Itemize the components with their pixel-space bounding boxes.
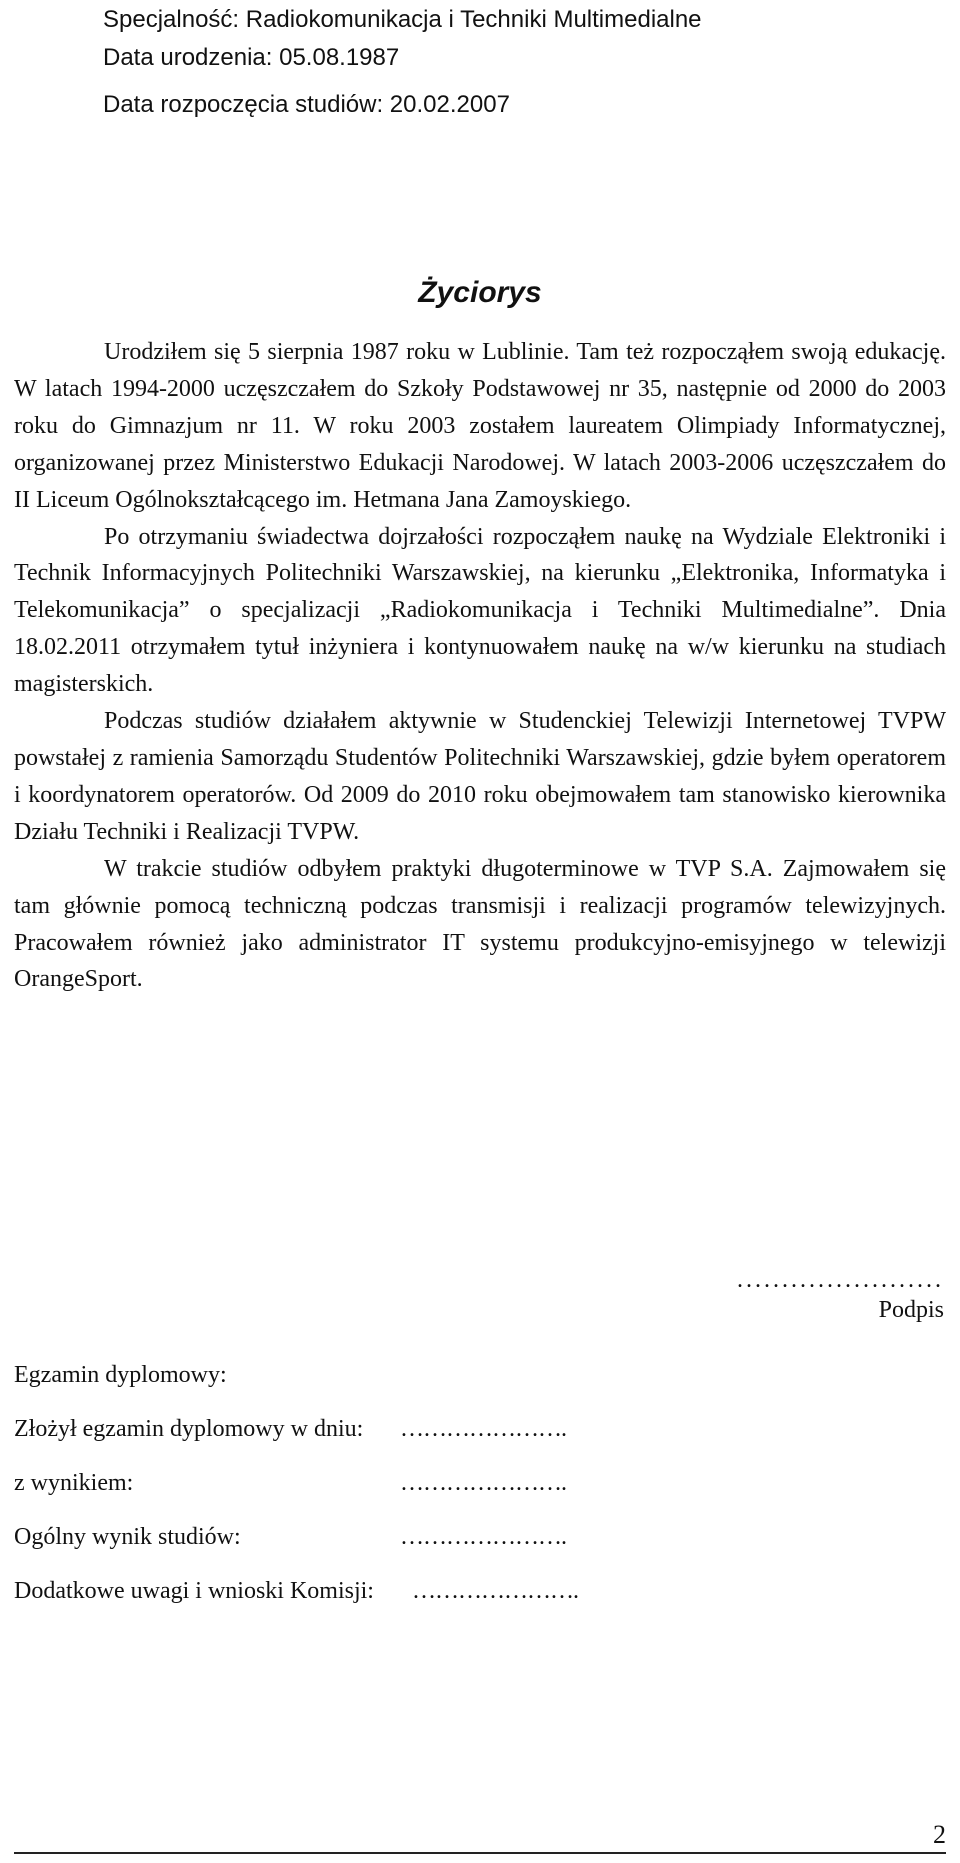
exam-date-label: Złożył egzamin dyplomowy w dniu: xyxy=(14,1416,364,1442)
exam-section xyxy=(14,1357,578,1627)
exam-result-blank: …………………. xyxy=(400,1470,566,1496)
paragraph-education: Urodziłem się 5 sierpnia 1987 roku w Lublinie. Tam też rozpocząłem swoją edukację. W latach 1994-2000 uczęszczałem do Szkoły Podstawowej nr 35, następnie od 2000 do 2003 roku do Gimnazjum nr 11. W roku 2003 zostałem laureatem Olimpiady Informatycznej, organizowanej przez Ministerstwo Edukacji Narodowej. W latach 2003-2006 uczęszczałem do II Liceum Ogólnokształcącego im. Hetmana Jana Zamoyskiego. xyxy=(14,339,946,513)
exam-result-label: z wynikiem: xyxy=(14,1470,134,1496)
cv-body xyxy=(14,334,946,998)
study-start-line: Data rozpoczęcia studiów: 20.02.2007 xyxy=(103,91,510,118)
document-title: Życiorys xyxy=(418,276,542,309)
overall-result-label: Ogólny wynik studiów: xyxy=(14,1524,241,1550)
page-number: 2 xyxy=(933,1820,946,1849)
remarks-label: Dodatkowe uwagi i wnioski Komisji: xyxy=(14,1578,374,1604)
exam-heading: Egzamin dyplomowy: xyxy=(14,1362,227,1388)
exam-row-result xyxy=(14,1465,566,1519)
overall-result-blank: …………………. xyxy=(400,1524,566,1550)
signature-label: Podpis xyxy=(878,1297,944,1323)
birth-date-line: Data urodzenia: 05.08.1987 xyxy=(103,44,400,71)
paragraph-internship: W trakcie studiów odbyłem praktyki długoterminowe w TVP S.A. Zajmowałem się tam głównie pomocą techniczną podczas transmisji i realizacji programów telewizyjnych. Pracowałem również jako administrator IT systemu produkcyjno-emisyjnego w telewizji OrangeSport. xyxy=(14,855,946,993)
paragraph-tvpw: Podczas studiów działałem aktywnie w Studenckiej Telewizji Internetowej TVPW powstałej z ramienia Samorządu Studentów Politechniki Warszawskiej, gdzie byłem operatorem i koordynatorem operatorów. Od 2009 do 2010 roku obejmowałem tam stanowisko kierownika Działu Techniki i Realizacji TVPW. xyxy=(14,708,946,845)
footer-divider xyxy=(14,1852,946,1854)
signature-block xyxy=(737,1262,944,1328)
exam-row-remarks xyxy=(14,1573,578,1627)
specialty-line: Specjalność: Radiokomunikacja i Techniki Multimedialne xyxy=(103,6,702,33)
exam-row-date xyxy=(14,1411,566,1465)
signature-line: ....................... xyxy=(737,1267,944,1293)
exam-row-overall xyxy=(14,1519,566,1573)
remarks-blank: …………………. xyxy=(412,1578,578,1604)
exam-date-blank: …………………. xyxy=(400,1416,566,1442)
paragraph-university: Po otrzymaniu świadectwa dojrzałości rozpocząłem naukę na Wydziale Elektroniki i Technik Informacyjnych Politechniki Warszawskiej, na kierunku „Elektronika, Informatyka i Telekomunikacja” o specjalizacji „Radiokomunikacja i Techniki Multimedialne”. Dnia 18.02.2011 otrzymałem tytuł inżyniera i kontynuowałem naukę na w/w kierunku na studiach magisterskich. xyxy=(14,523,946,698)
